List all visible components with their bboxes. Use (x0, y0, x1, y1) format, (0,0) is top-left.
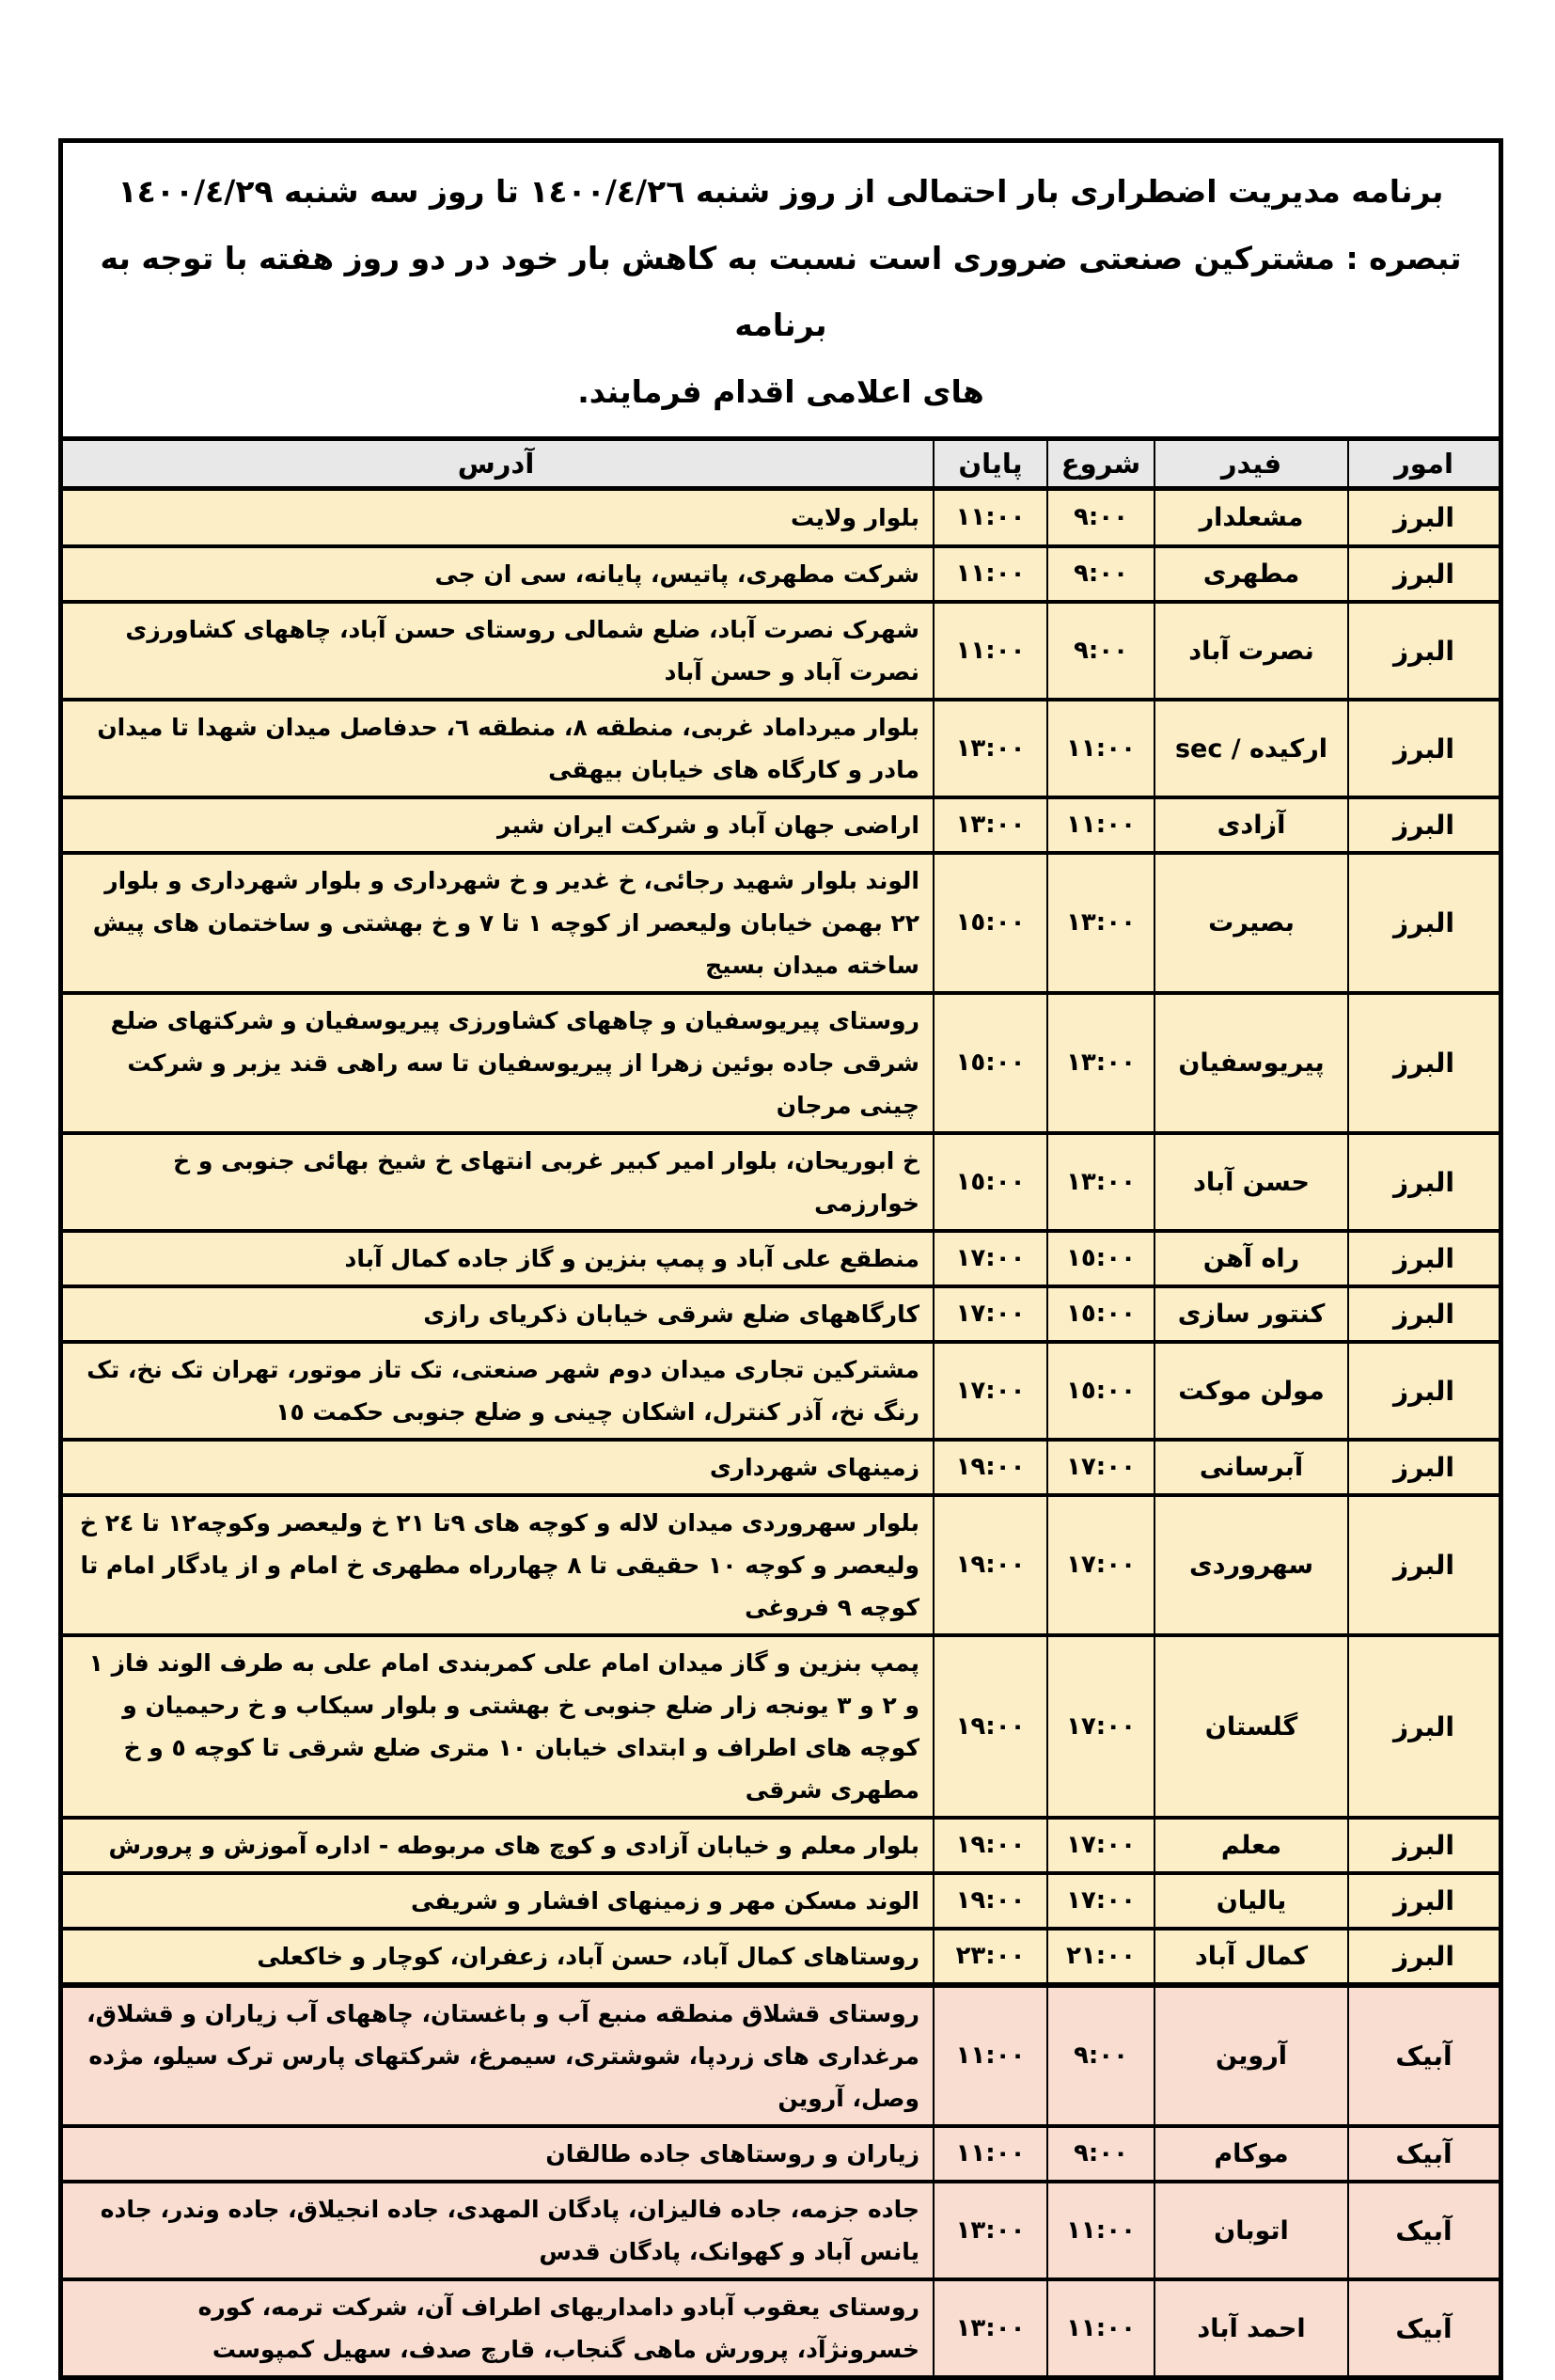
column-header-address: آدرس (457, 448, 535, 480)
cell-amor: البرز (1347, 491, 1499, 544)
cell-feeder: راه آهن (1154, 1233, 1347, 1285)
cell-address: مشترکین تجاری میدان دوم شهر صنعتی، تک تاز موتور، تهران تک نخ، تک رنگ نخ، آذر کنترل، اشکان چینی و ضلع جنوبی حکمت ١٥ (86, 1356, 919, 1426)
cell-amor: البرز (1347, 1820, 1499, 1871)
cell-amor: البرز (1347, 548, 1499, 600)
cell-address: الوند مسکن مهر و زمینهای افشار و شریفی (410, 1887, 919, 1915)
cell-end-time: ١٧:٠٠ (933, 1233, 1046, 1285)
cell-start-time: ١٧:٠٠ (1046, 1820, 1154, 1871)
cell-amor: البرز (1347, 1344, 1499, 1438)
table-row (63, 1871, 1499, 1927)
cell-amor: آبیک (1347, 2183, 1499, 2278)
table-row (63, 1340, 1499, 1438)
cell-address: بلوار سهروردی میدان لاله و کوچه های ٩تا ٢١ خ ولیعصر وکوچه١٢ تا ٢٤ خ ولیعصر و کوچه ١٠ حقیقی تا ٨ چهارراه مطهری خ امام و از یادگار امام تا کوچه ٩ فروغی (80, 1509, 919, 1621)
column-header-feeder: فیدر (1154, 441, 1347, 486)
cell-amor: البرز (1347, 1135, 1499, 1229)
cell-start-time: ١٣:٠٠ (1046, 855, 1154, 991)
cell-end-time: ١١:٠٠ (933, 1988, 1046, 2124)
cell-start-time: ٩:٠٠ (1046, 548, 1154, 600)
cell-address: بلوار ولایت (791, 504, 919, 531)
cell-address: روستای پیریوسفیان و چاههای کشاورزی پیریوسفیان و شرکتهای ضلع شرقی جاده بوئین زهرا از پیریوسفیان تا سه راهی قند یزبر و شرکت چینی مرجان (110, 1007, 919, 1119)
cell-end-time: ٢٣:٠٠ (933, 1931, 1046, 1982)
table-row (63, 1982, 1499, 2124)
cell-address: منطقع علی آباد و پمپ بنزین و گاز جاده کمال آباد (344, 1245, 919, 1272)
table-row (63, 698, 1499, 796)
document-title: برنامه مدیریت اضطراری بار احتمالی از روز شنبه ١٤٠٠/٤/٢٦ تا روز سه شنبه ١٤٠٠/٤/٢٩ (118, 173, 1444, 210)
cell-start-time: ١٧:٠٠ (1046, 1875, 1154, 1927)
document-title-block (63, 143, 1499, 441)
cell-feeder: مطهری (1154, 548, 1347, 600)
cell-address: بلوار معلم و خیابان آزادی و کوچ های مربوطه - اداره آموزش و پرورش (108, 1832, 919, 1859)
cell-end-time: ١١:٠٠ (933, 2128, 1046, 2180)
cell-feeder: بصیرت (1154, 855, 1347, 991)
cell-end-time: ١٧:٠٠ (933, 1344, 1046, 1438)
table-row (63, 851, 1499, 991)
cell-start-time: ١٧:٠٠ (1046, 1442, 1154, 1493)
cell-amor: البرز (1347, 1233, 1499, 1285)
cell-amor: البرز (1347, 855, 1499, 991)
cell-amor: البرز (1347, 1931, 1499, 1982)
cell-address: زمینهای شهرداری (709, 1454, 919, 1481)
cell-feeder: آروین (1154, 1988, 1347, 2124)
table-row (63, 1229, 1499, 1285)
cell-feeder: حسن آباد (1154, 1135, 1347, 1229)
cell-amor: البرز (1347, 995, 1499, 1131)
cell-feeder: نصرت آباد (1154, 604, 1347, 698)
cell-feeder: اتوبان (1154, 2183, 1347, 2278)
cell-feeder: مولن موکت (1154, 1344, 1347, 1438)
cell-end-time: ١٥:٠٠ (933, 1135, 1046, 1229)
cell-start-time: ١٥:٠٠ (1046, 1288, 1154, 1340)
cell-feeder: موکام (1154, 2128, 1347, 2180)
cell-feeder: گلستان (1154, 1637, 1347, 1816)
cell-end-time: ١١:٠٠ (933, 604, 1046, 698)
cell-end-time: ١١:٠٠ (933, 548, 1046, 600)
table-body (63, 491, 1499, 2375)
cell-start-time: ١٣:٠٠ (1046, 995, 1154, 1131)
outage-schedule-document (58, 138, 1503, 2380)
cell-amor: البرز (1347, 701, 1499, 796)
cell-address: بلوار میرداماد غربی، منطقه ٨، منطقه ٦، حدفاصل میدان شهدا تا میدان مادر و کارگاه های خیابان بیهقی (97, 714, 919, 783)
cell-address: خ ابوریحان، بلوار امیر کبیر غربی انتهای خ شیخ بهائی جنوبی و خ خوارزمی (173, 1147, 919, 1217)
cell-start-time: ١١:٠٠ (1046, 2281, 1154, 2375)
cell-amor: البرز (1347, 1442, 1499, 1493)
cell-start-time: ١٧:٠٠ (1046, 1497, 1154, 1633)
cell-address: شهرک نصرت آباد، ضلع شمالی روستای حسن آباد، چاههای کشاورزی نصرت آباد و حسن آباد (125, 616, 919, 686)
cell-address: زیاران و روستاهای جاده طالقان (545, 2140, 919, 2167)
cell-feeder: احمد آباد (1154, 2281, 1347, 2375)
cell-address: روستای یعقوب آبادو دامداریهای اطراف آن، شرکت ترمه، کوره خسرونژآد، پرورش ماهی گنجاب، قارچ صدف، سهیل کمپوست (197, 2293, 919, 2363)
table-row (63, 2124, 1499, 2180)
table-row (63, 991, 1499, 1131)
table-row (63, 600, 1499, 698)
cell-address: اراضی جهان آباد و شرکت ایران شیر (496, 812, 919, 839)
cell-end-time: ١٣:٠٠ (933, 2183, 1046, 2278)
cell-feeder: معلم (1154, 1820, 1347, 1871)
table-row (63, 1816, 1499, 1871)
cell-amor: البرز (1347, 1637, 1499, 1816)
table-row (63, 796, 1499, 851)
column-header-start: شروع (1046, 441, 1154, 486)
cell-start-time: ٢١:٠٠ (1046, 1931, 1154, 1982)
cell-start-time: ١٣:٠٠ (1046, 1135, 1154, 1229)
cell-start-time: ١٥:٠٠ (1046, 1233, 1154, 1285)
table-row (63, 544, 1499, 600)
cell-end-time: ١٩:٠٠ (933, 1637, 1046, 1816)
cell-amor: آبیک (1347, 1988, 1499, 2124)
cell-end-time: ١٩:٠٠ (933, 1442, 1046, 1493)
document-note-line1: تبصره : مشترکین صنعتی ضروری است نسبت به کاهش بار خود در دو روز هفته با توجه به برنامه (100, 240, 1462, 343)
cell-end-time: ١٩:٠٠ (933, 1820, 1046, 1871)
cell-end-time: ١٣:٠٠ (933, 2281, 1046, 2375)
cell-address: کارگاههای ضلع شرقی خیابان ذکریای رازی (423, 1300, 919, 1328)
document-note-line2: های اعلامی اقدام فرمایند. (577, 373, 984, 410)
cell-address: جاده جزمه، جاده فالیزان، پادگان المهدی، جاده انجیلاق، جاده وندر، جاده یانس آباد و کهوانک، پادگان قدس (100, 2196, 919, 2265)
cell-feeder: ارکیده / sec (1154, 701, 1347, 796)
cell-start-time: ١١:٠٠ (1046, 701, 1154, 796)
cell-address: روستاهای کمال آباد، حسن آباد، زعفران، کوچار و خاکعلی (257, 1943, 919, 1970)
column-header-end: پایان (933, 441, 1046, 486)
cell-amor: البرز (1347, 1497, 1499, 1633)
cell-start-time: ٩:٠٠ (1046, 491, 1154, 544)
cell-end-time: ١٣:٠٠ (933, 701, 1046, 796)
cell-end-time: ١٥:٠٠ (933, 995, 1046, 1131)
cell-end-time: ١٧:٠٠ (933, 1288, 1046, 1340)
cell-feeder: کنتور سازی (1154, 1288, 1347, 1340)
table-row (63, 491, 1499, 544)
cell-amor: البرز (1347, 1875, 1499, 1927)
cell-feeder: آبرسانی (1154, 1442, 1347, 1493)
cell-amor: آبیک (1347, 2128, 1499, 2180)
cell-feeder: سهروردی (1154, 1497, 1347, 1633)
cell-start-time: ١١:٠٠ (1046, 2183, 1154, 2278)
table-row (63, 1633, 1499, 1816)
cell-start-time: ١٧:٠٠ (1046, 1637, 1154, 1816)
cell-end-time: ١٩:٠٠ (933, 1875, 1046, 1927)
cell-amor: البرز (1347, 1288, 1499, 1340)
cell-start-time: ٩:٠٠ (1046, 2128, 1154, 2180)
cell-end-time: ١٥:٠٠ (933, 855, 1046, 991)
cell-amor: البرز (1347, 799, 1499, 851)
cell-start-time: ٩:٠٠ (1046, 604, 1154, 698)
cell-address: الوند بلوار شهید رجائی، خ غدیر و خ شهرداری و بلوار شهرداری و بلوار ٢٢ بهمن خیابان ولیعصر از کوچه ١ تا ٧ و خ بهشتی و ساختمان های پیش ساخته میدان بسیج (92, 867, 919, 979)
table-header-row (63, 441, 1499, 491)
cell-feeder: یالیان (1154, 1875, 1347, 1927)
cell-end-time: ١٣:٠٠ (933, 799, 1046, 851)
cell-start-time: ١٥:٠٠ (1046, 1344, 1154, 1438)
cell-address: روستای قشلاق منطقه منبع آب و باغستان، چاههای آب زیاران و قشلاق، مرغداری های زردپا، شوشتری، سیمرغ، شرکتهای پارس ترک سیلو، مژده وصل، آروین (86, 2000, 919, 2112)
cell-address: شرکت مطهری، پاتیس، پایانه، سی ان جی (434, 560, 919, 588)
table-row (63, 2180, 1499, 2278)
cell-end-time: ١١:٠٠ (933, 491, 1046, 544)
cell-feeder: پیریوسفیان (1154, 995, 1347, 1131)
cell-end-time: ١٩:٠٠ (933, 1497, 1046, 1633)
cell-feeder: کمال آباد (1154, 1931, 1347, 1982)
table-row (63, 2278, 1499, 2375)
cell-start-time: ٩:٠٠ (1046, 1988, 1154, 2124)
cell-amor: البرز (1347, 604, 1499, 698)
table-row (63, 1285, 1499, 1340)
cell-amor: آبیک (1347, 2281, 1499, 2375)
column-header-amor: امور (1347, 441, 1499, 486)
table-row (63, 1493, 1499, 1633)
cell-address: پمپ بنزین و گاز میدان امام علی کمربندی امام علی به طرف الوند فاز ١ و ٢ و ٣ یونجه زار ضلع جنوبی خ بهشتی و بلوار سیکاب و خ رحیمیان و کوچه های اطراف و ابتدای خیابان ١٠ متری ضلع شرقی تا کوچه ٥ و خ مطهری شرقی (88, 1649, 919, 1804)
table-row (63, 1927, 1499, 1982)
cell-feeder: آزادی (1154, 799, 1347, 851)
cell-feeder: مشعلدار (1154, 491, 1347, 544)
table-row (63, 1131, 1499, 1229)
cell-start-time: ١١:٠٠ (1046, 799, 1154, 851)
table-row (63, 1438, 1499, 1493)
